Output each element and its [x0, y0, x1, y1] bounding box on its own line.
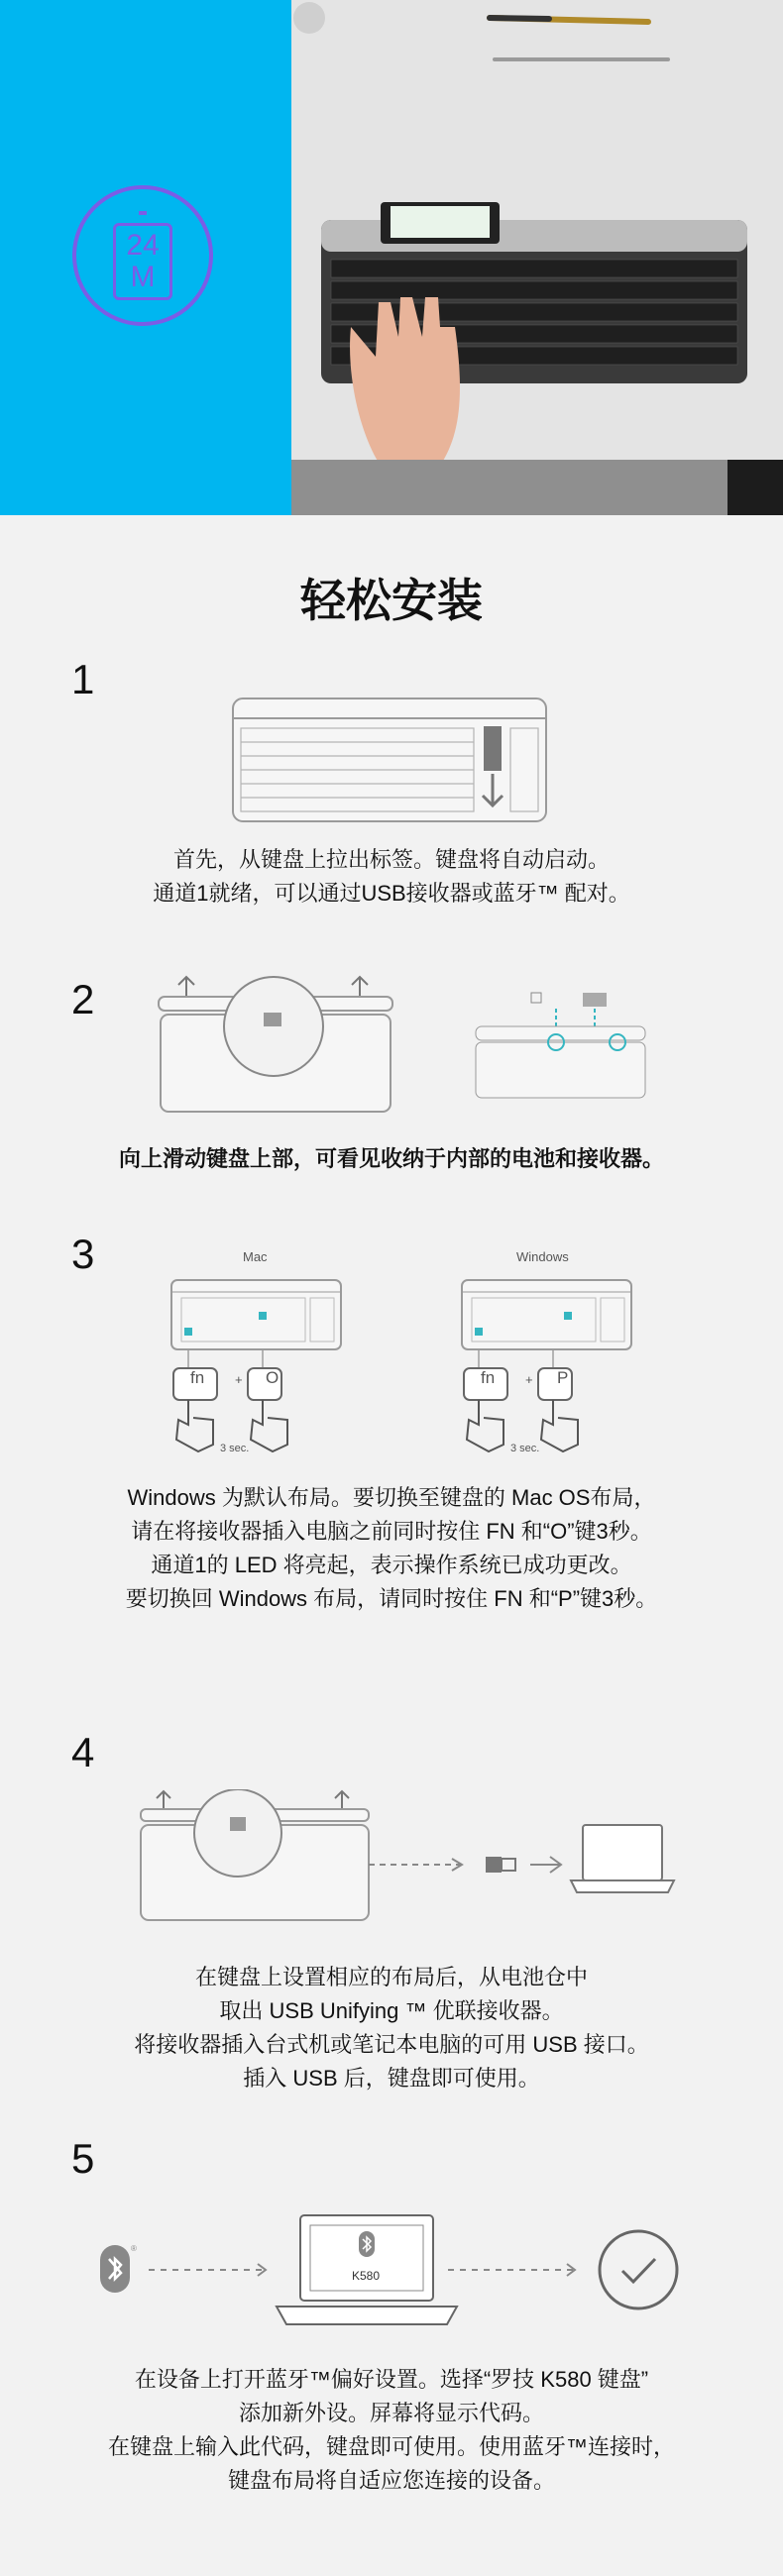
mac-keys-press-illustration [168, 1350, 302, 1454]
battery-receiver-compartment-illustration [474, 991, 647, 1100]
step-1-caption: 首先，从键盘上拉出标签。键盘将自动启动。 通道1就绪，可以通过USB接收器或蓝牙™ 配对。 [153, 847, 630, 906]
windows-keyboard-illustration [460, 1278, 633, 1352]
usb-receiver-illustration [139, 1789, 679, 1923]
battery-badge-line1: 24 [126, 229, 160, 262]
dashed-arrow-1 [149, 2262, 268, 2278]
mac-fn-key: fn [190, 1368, 205, 1387]
keyboard-photo [291, 0, 783, 515]
mac-duration: 3 sec. [220, 1443, 250, 1454]
checkmark-icon [597, 2228, 680, 2311]
keyboard-open-top-illustration [157, 975, 394, 1114]
section-title: 轻松安装 [300, 575, 483, 626]
windows-p-key: P [557, 1368, 569, 1387]
hero-blue-panel [0, 0, 291, 515]
step-number-2: 2 [71, 976, 95, 1022]
step-number-4: 4 [71, 1729, 95, 1775]
mac-label: Mac [243, 1249, 268, 1264]
step-2-caption: 向上滑动键盘上部，可看见收纳于内部的电池和接收器。 [118, 1146, 664, 1171]
battery-life-badge [72, 185, 213, 326]
step-4-caption: 在键盘上设置相应的布局后，从电池仓中 取出 USB Unifying ™ 优联接收器。 将接收器插入台式机或笔记本电脑的可用 USB 接口。 插入 USB 后，键盘即可使用。 [134, 1965, 649, 2091]
photo-illustration [291, 0, 783, 515]
mac-keyboard-illustration [169, 1278, 343, 1352]
windows-plus: + [525, 1372, 533, 1387]
mac-o-key: O [266, 1368, 280, 1387]
mac-plus: + [235, 1372, 243, 1387]
svg-text:®: ® [131, 2244, 137, 2253]
step-3-caption: Windows 为默认布局。要切换至键盘的 Mac OS布局， 请在将接收器插入电脑之前同时按住 FN 和“O”键3秒。 通道1的 LED 将亮起，表示操作系统已成功更改。 要切换回 Windows 布局，请同时按住 FN 和“P”键3秒。 [125, 1485, 658, 1611]
battery-badge-line2: M [130, 261, 156, 293]
windows-fn-key: fn [481, 1368, 496, 1387]
photo-desk-edge [291, 460, 783, 515]
step-number-3: 3 [71, 1231, 95, 1277]
battery-icon [113, 211, 171, 300]
windows-duration: 3 sec. [510, 1443, 540, 1454]
dashed-arrow-2 [448, 2262, 577, 2278]
laptop-screen-code: K580 [352, 2269, 381, 2283]
step-number-1: 1 [71, 656, 95, 702]
step-number-5: 5 [71, 2135, 95, 2182]
step-5-caption: 在设备上打开蓝牙™偏好设置。选择“罗技 K580 键盘” 添加新外设。屏幕将显示代码。 在键盘上输入此代码，键盘即可使用。使用蓝牙™连接时， 键盘布局将自适应您连接的设备。 [107, 2367, 675, 2493]
windows-label: Windows [516, 1249, 569, 1264]
hero-banner [0, 0, 783, 515]
windows-keys-press-illustration [459, 1350, 593, 1454]
keyboard-pull-tab-illustration [231, 697, 548, 825]
bluetooth-icon [98, 2241, 138, 2297]
